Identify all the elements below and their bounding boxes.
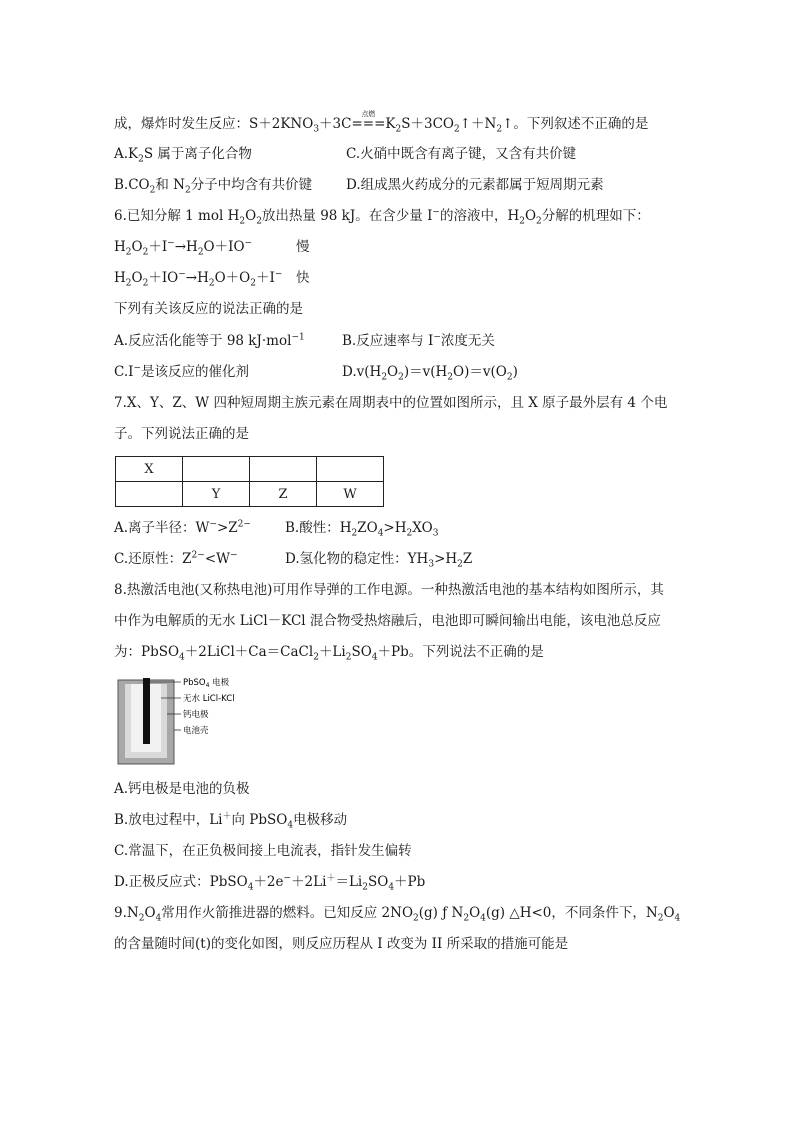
label-battery-shell: 电池壳	[183, 726, 209, 736]
table-row	[116, 457, 384, 482]
q7-stem-line-1: 7.X、Y、Z、W 四种短周期主族元素在周期表中的位置如图所示，且 X 原子最外层有 4 个电	[114, 395, 668, 411]
table-cell: W	[317, 482, 384, 507]
q6-step-2-speed: 快	[296, 270, 310, 286]
q6-mechanism-step-2: $H_2O_2+IO^-\to H_2O+O_2+I^-$	[114, 269, 283, 289]
q5-option-a[interactable]: $A.K_2S$ 属于离子化合物	[114, 146, 252, 165]
table-row	[116, 482, 384, 507]
q5-option-d[interactable]: D.组成黑火药成分的元素都属于短周期元素	[346, 177, 604, 193]
q8-option-b[interactable]: B.放电过程中，Li＋向 PbSO$_4$电极移动	[114, 811, 348, 831]
label-pbso4-electrode: PbSO$_4$ 电极	[183, 678, 230, 689]
pbso4-electrode	[143, 678, 150, 744]
q9-stem-line-1: $9.N_2O_4$常用作火箭推进器的燃料。已知反应 $2NO_2(g)$ ƒ $N_2O_4(g)$ △H<0，不同条件下，$N_2O_4$	[114, 905, 681, 924]
periodic-table-fragment	[115, 456, 384, 507]
q6-stem: 6.已知分解 1 mol $H_2O_2$放出热量 98 kJ。在含少量 I−的溶液中，$H_2O_2$分解的机理如下：	[114, 207, 650, 227]
q6-mechanism-step-1: $H_2O_2+I^-\to H_2O+IO^-$	[114, 238, 253, 258]
q7-option-c[interactable]: C.还原性：$Z^{2-}<W^-$	[114, 550, 238, 567]
q8-option-a[interactable]: A.钙电极是电池的负极	[114, 781, 250, 797]
table-cell	[116, 482, 183, 507]
table-cell	[183, 457, 250, 482]
reaction-condition: 点燃	[361, 110, 376, 118]
q6-option-b[interactable]: B.反应速率与 I−浓度无关	[342, 332, 495, 349]
table-cell	[317, 457, 384, 482]
q6-question: 下列有关该反应的说法正确的是	[114, 301, 303, 317]
q7-stem-line-2: 子。下列说法正确的是	[114, 426, 249, 442]
table-cell: Y	[183, 482, 250, 507]
q7-option-b[interactable]: B.酸性：$H_2ZO_4>H_2XO_3$	[285, 520, 439, 539]
q8-option-c[interactable]: C.常温下，在正负极间接上电流表，指针发生偏转	[114, 843, 412, 859]
q9-stem-line-2: 的含量随时间(t)的变化如图，则反应历程从 I 改变为 II 所采取的措施可能是	[114, 936, 569, 952]
q5-option-c[interactable]: C.火硝中既含有离子键，又含有共价键	[346, 146, 577, 162]
q6-option-a[interactable]: A.反应活化能等于 98 kJ·mol$^{-1}$	[114, 332, 305, 349]
q7-option-d[interactable]: D.氢化物的稳定性：$YH_3>H_2Z$	[285, 551, 473, 570]
table-cell	[250, 457, 317, 482]
table-cell: Z	[250, 482, 317, 507]
q6-option-d[interactable]: $D.v(H_2O_2)=v(H_2O)=v(O_2)$	[342, 364, 518, 383]
label-electrolyte: 无水 LiCl-KCl	[183, 694, 235, 704]
q5-stem: 成，爆炸时发生反应：$S+2KNO_3+3C$ 点燃 $===K_2S+3CO_2↑+N_2↑$。下列叙述不正确的是	[114, 114, 648, 134]
q8-stem-line-3: 为：$PbSO_4+2LiCl+Ca=CaCl_2+Li_2SO_4+Pb$。下列说法不正确的是	[114, 644, 544, 663]
q8-stem-line-1: 8.热激活电池(又称热电池)可用作导弹的工作电源。一种热激活电池的基本结构如图所示，其	[114, 582, 664, 598]
q6-step-1-speed: 慢	[296, 239, 310, 255]
table-cell: X	[116, 457, 183, 482]
q8-stem-line-2: 中作为电解质的无水 LiCl－KCl 混合物受热熔融后，电池即可瞬间输出电能，该电池总反应	[114, 613, 661, 629]
q7-option-a[interactable]: A.离子半径：$W^->Z^{2-}$	[114, 519, 251, 536]
q5-option-b[interactable]: $B.CO_2$和 $N_2$分子中均含有共价键	[114, 177, 313, 196]
battery-structure-diagram	[115, 676, 265, 768]
q6-option-c[interactable]: C.I−是该反应的催化剂	[114, 363, 250, 380]
label-calcium-electrode: 钙电极	[183, 710, 209, 720]
q8-option-d[interactable]: D.正极反应式：$PbSO_4+2e^-+2Li^+=Li_2SO_4+Pb$	[114, 873, 426, 893]
